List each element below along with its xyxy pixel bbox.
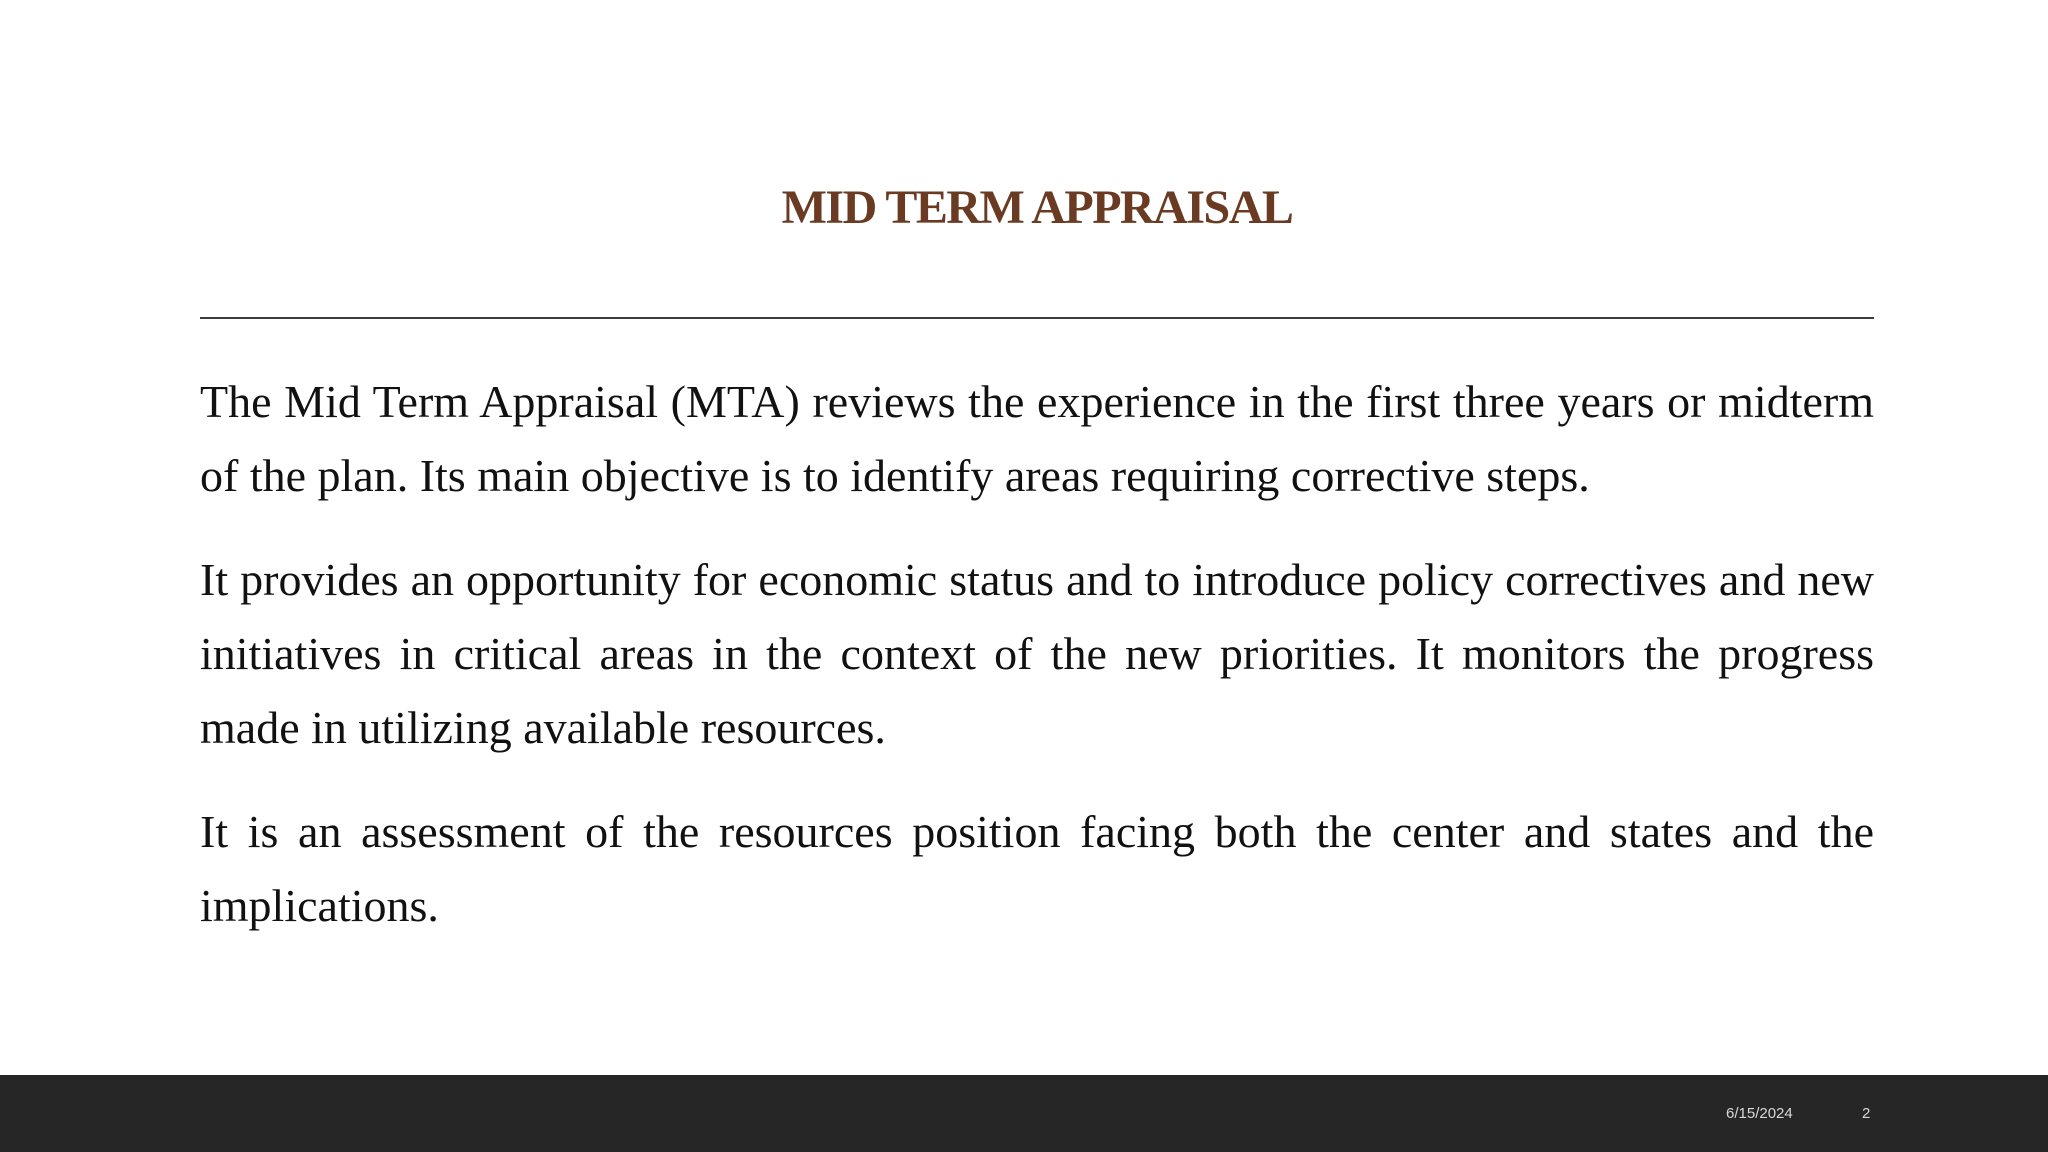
footer-date: 6/15/2024	[1726, 1105, 1793, 1122]
body-paragraph-2: It provides an opportunity for economic status and to introduce policy correctives and new initiatives in critical areas in the context of the new priorities. It monitors the progress made in utilizing available resources.	[200, 554, 1874, 753]
slide-title: MID TERM APPRAISAL	[781, 181, 1293, 234]
slide-body	[200, 365, 1874, 973]
body-paragraph-1: The Mid Term Appraisal (MTA) reviews the experience in the first three years or midterm of the plan. Its main objective is to identify areas requiring corrective steps.	[200, 376, 1874, 501]
body-paragraph-3: It is an assessment of the resources position facing both the center and states and the implications.	[200, 806, 1874, 931]
footer-page-number: 2	[1862, 1105, 1871, 1122]
title-divider	[200, 317, 1874, 319]
footer-bar	[0, 1075, 2048, 1152]
